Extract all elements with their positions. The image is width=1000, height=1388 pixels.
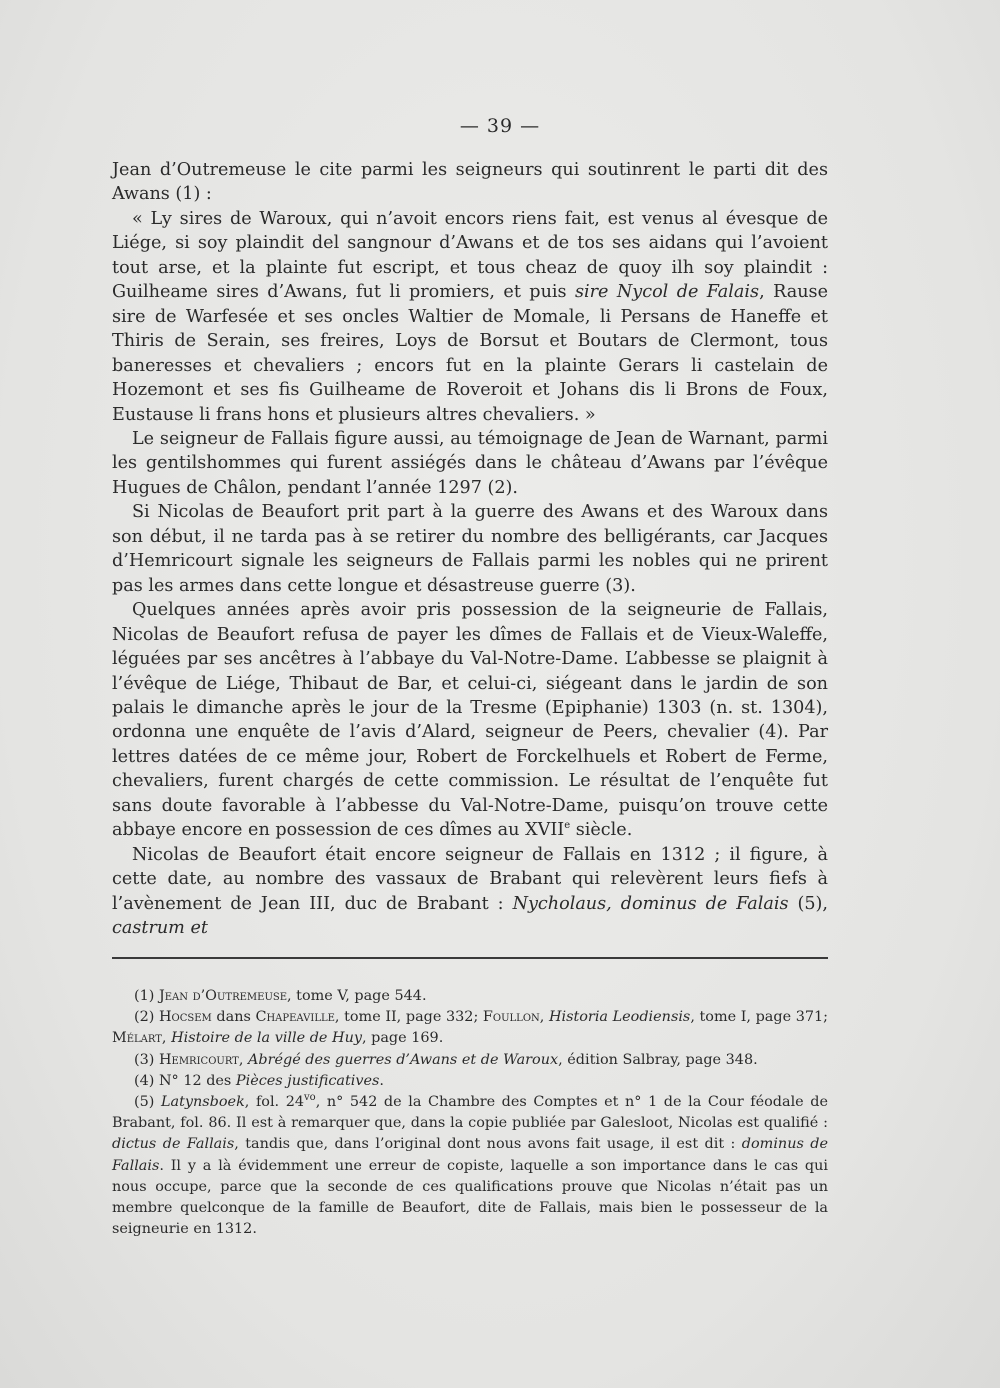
footnote: [112, 986, 828, 1007]
text-span: , tandis que, dans l’original dont nous avons fait usage, il est dit :: [234, 1136, 742, 1153]
text-span: , page 169.: [361, 1030, 444, 1047]
italic-span: Nycholaus, dominus de Falais: [512, 893, 789, 914]
text-span: (3): [134, 1051, 159, 1068]
footnote: [112, 1007, 828, 1049]
italic-span: Pièces justificatives: [235, 1072, 380, 1089]
text-span: , édition Salbray, page 348.: [558, 1051, 758, 1068]
smallcaps-span: Hocsem: [159, 1009, 212, 1026]
italic-span: Abrégé des guerres d’Awans et de Waroux: [248, 1051, 559, 1068]
footnotes: [112, 986, 828, 1240]
italic-span: Latynsboek: [160, 1094, 245, 1111]
footnote: [112, 1071, 828, 1092]
footnote: [112, 1092, 828, 1240]
text-span: (4) N° 12 des: [134, 1072, 236, 1089]
body-text: [112, 158, 828, 941]
italic-span: castrum et: [112, 918, 208, 939]
paragraph: [112, 427, 828, 500]
text-span: ,: [238, 1051, 248, 1068]
footnote-divider: [112, 957, 828, 959]
italic-span: sire Nycol de Falais: [574, 282, 760, 303]
text-span: (2): [134, 1009, 159, 1026]
text-span: , Rause sire de Warfesée et ses oncles Waltier de Momale, li Persans de Haneffe et Thiris de Serain, ses freires, Loys de Borsut et Boutars de Clermont, tous baneresses et chevaliers ; encors fut en la plainte Gerars li castelain de Hozemont et ses fis Guilheame de Roveroit et Johans dis li Brons de Foux, Eustause li frans hons et plusieurs altres chevaliers. »: [112, 282, 828, 425]
text-span: .: [379, 1072, 384, 1089]
smallcaps-span: Hemricourt: [158, 1051, 239, 1068]
text-span: (1): [134, 988, 159, 1004]
superscript: e: [564, 820, 571, 832]
smallcaps-span: Mélart: [112, 1030, 162, 1047]
text-span: , tome I, page 371;: [690, 1009, 829, 1026]
text-span: , fol. 24: [244, 1094, 305, 1111]
paragraph: [112, 500, 828, 598]
text-span: Si Nicolas de Beaufort prit part à la guerre des Awans et des Waroux dans son début, il ne tarda pas à se retirer du nombre des belligérants, car Jacques d’Hemricourt signale les seigneurs de Fallais parmi les nobles qui ne prirent pas les armes dans cette longue et désastreuse guerre (3).: [112, 502, 828, 596]
text-span: Nicolas de Beaufort était encore seigneur de Fallais en 1312 ; il figure, à cette date, au nombre des vassaux de Brabant qui relevèrent leurs fiefs à l’avènement de Jean III, duc de Brabant :: [112, 844, 828, 914]
smallcaps-span: Foullon: [482, 1009, 540, 1026]
footnote: [112, 1050, 828, 1071]
page-number: — 39 —: [459, 115, 541, 137]
text-span: Jean d’Outremeuse le cite parmi les seigneurs qui soutinrent le parti dit des Awans (1) :: [112, 160, 828, 205]
paragraph: [112, 207, 828, 427]
smallcaps-span: Chapeaville: [255, 1009, 335, 1026]
text-span: (5): [134, 1094, 161, 1111]
text-span: (5),: [788, 893, 828, 914]
text-span: ,: [539, 1009, 549, 1026]
text-span: , n° 542 de la Chambre des Comptes et n° 1 de la Cour féodale de Brabant, fol. 86. Il est à remarquer que, dans la copie publiée par Galesloot, Nicolas est qualifié :: [112, 1094, 828, 1132]
smallcaps-span: Jean d’Outremeuse: [158, 988, 288, 1004]
text-span: , tome II, page 332;: [334, 1009, 483, 1026]
superscript: vo: [304, 1092, 316, 1104]
text-span: ,: [161, 1030, 172, 1047]
italic-span: dictus de Fallais: [112, 1136, 235, 1153]
text-span: , tome V, page 544.: [287, 988, 427, 1004]
paragraph: [112, 843, 828, 941]
text-span: « Ly sires de Waroux, qui n’avoit encors riens fait, est venus al évesque de Liége, si soy plaindit del sangnour d’Awans et de tos ses aidans qui l’avoient tout arse, et la plainte fut escript, et tous cheaz de quoy ilh soy plaindit : Guilheame sires d’Awans, fut li promiers, et puis: [112, 208, 828, 303]
text-span: Le seigneur de Fallais figure aussi, au témoignage de Jean de Warnant, parmi les gentilshommes qui furent assiégés dans le château d’Awans par l’évêque Hugues de Châlon, pendant l’année 1297 (2).: [112, 428, 828, 498]
paragraph: [112, 158, 828, 207]
text-span: Quelques années après avoir pris possession de la seigneurie de Fallais, Nicolas de Beaufort refusa de payer les dîmes de Fallais et de Vieux-Waleffe, léguées par ses ancêtres à l’abbaye du Val-Notre-Dame. L’abbesse se plaignit à l’évêque de Liége, Thibaut de Bar, et celui-ci, siégeant dans le jardin de son palais le dimanche après le jour de la Tresme (Epiphanie) 1303 (n. st. 1304), ordonna une enquête de l’avis d’Alard, seigneur de Peers, chevalier (4). Par lettres datées de ce même jour, Robert de Forckelhuels et Robert de Ferme, chevaliers, furent chargés de cette commission. Le résultat de l’enquête fut sans doute favorable à l’abbesse du Val-Notre-Dame, puisqu’on trouve cette abbaye encore en possession de ces dîmes au XVII: [112, 600, 828, 841]
text-span: . Il y a là évidemment une erreur de copiste, laquelle a son importance dans le cas qui nous occupe, parce que la seconde de ces qualifications prouve que Nicolas n’était pas un membre quelconque de la famille de Beaufort, dite de Fallais, mais bien le possesseur de la seigneurie en 1312.: [112, 1157, 828, 1238]
paragraph: [112, 598, 828, 843]
italic-span: dominus de Fallais: [112, 1136, 828, 1174]
italic-span: Histoire de la ville de Huy: [171, 1030, 362, 1047]
text-span: dans: [211, 1009, 256, 1026]
italic-span: Historia Leodiensis: [548, 1009, 691, 1026]
text-span: siècle.: [570, 820, 633, 841]
